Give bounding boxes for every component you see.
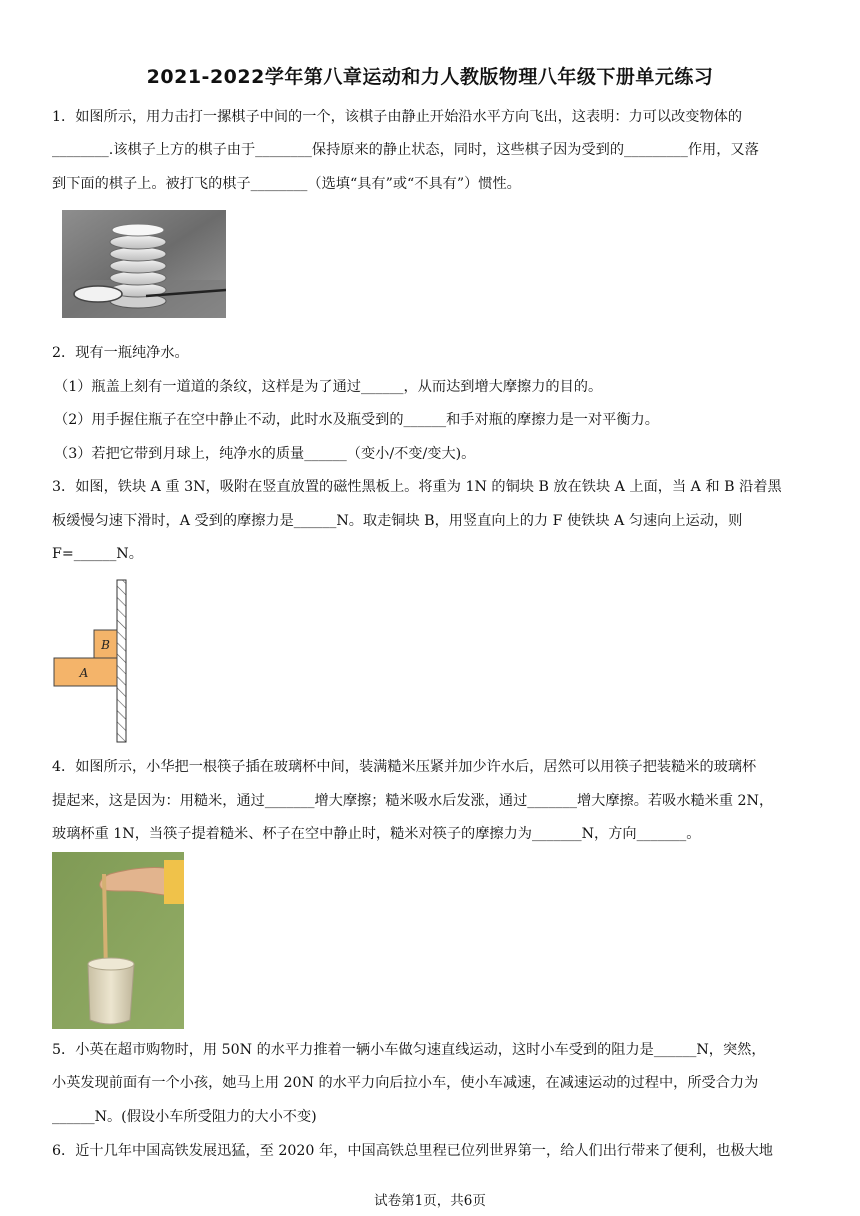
q3-line-2: 板缓慢匀速下滑时，A 受到的摩擦力是______N。取走铜块 B，用竖直向上的力 F 使铁块 A 匀速向上运动，则 bbox=[52, 513, 743, 529]
q5-line-1: 5．小英在超市购物时，用 50N 的水平力推着一辆小车做匀速直线运动，这时小车受到的阻力是______N，突然， bbox=[52, 1042, 766, 1058]
q4-line-3: 玻璃杯重 1N，当筷子提着糙米、杯子在空中静止时，糙米对筷子的摩擦力为_______N，方向_______。 bbox=[52, 826, 701, 842]
q1-line-1: 1．如图所示，用力击打一摞棋子中间的一个，该棋子由静止开始沿水平方向飞出，这表明：力可以改变物体的 bbox=[52, 109, 743, 125]
q1-line-3: 到下面的棋子上。被打飞的棋子________（选填“具有”或“不具有”）惯性。 bbox=[52, 176, 521, 192]
q2-part-2: （2）用手握住瓶子在空中静止不动，此时水及瓶受到的______和手对瓶的摩擦力是一对平衡力。 bbox=[54, 412, 659, 428]
q2-line-1: 2．现有一瓶纯净水。 bbox=[52, 345, 189, 361]
block-b-label: B bbox=[101, 638, 110, 652]
q2-part-1: （1）瓶盖上刻有一道道的条纹，这样是为了通过______，从而达到增大摩擦力的目的。 bbox=[54, 379, 603, 395]
q3-line-3: F=______N。 bbox=[52, 546, 143, 562]
q4-line-1: 4．如图所示，小华把一根筷子插在玻璃杯中间，装满糙米压紧并加少许水后，居然可以用筷子把装糙米的玻璃杯 bbox=[52, 759, 757, 775]
page-title: 2021-2022学年第八章运动和力人教版物理八年级下册单元练习 bbox=[146, 66, 714, 88]
block-a-label: A bbox=[79, 666, 89, 680]
q4-line-2: 提起来，这是因为：用糙米，通过_______增大摩擦；糙米吸水后发涨，通过_______增大摩擦。若吸水糙米重 2N， bbox=[52, 793, 774, 809]
page-footer: 试卷第1页，共6页 bbox=[374, 1193, 486, 1209]
magnetic-board bbox=[117, 580, 126, 742]
chess-stack-figure bbox=[62, 210, 226, 318]
block-b bbox=[94, 630, 117, 658]
q3-line-1: 3．如图，铁块 A 重 3N，吸附在竖直放置的磁性黑板上。将重为 1N 的铜块 B 放在铁块 A 上面，当 A 和 B 沿着黑 bbox=[52, 479, 782, 495]
flying-chess-piece bbox=[74, 286, 122, 302]
chopstick-rice-figure bbox=[52, 852, 184, 1029]
q2-part-3: （3）若把它带到月球上，纯净水的质量______（变小/不变/变大)。 bbox=[54, 446, 476, 462]
q1-line-2: ________.该棋子上方的棋子由于________保持原来的静止状态，同时，这些棋子因为受到的_________作用，又落 bbox=[52, 142, 759, 158]
rice-filled-cup bbox=[88, 958, 134, 1024]
block-a bbox=[54, 658, 117, 686]
sleeve bbox=[164, 860, 184, 904]
q6-line-1: 6．近十几年中国高铁发展迅猛，至 2020 年，中国高铁总里程已位列世界第一，给人们出行带来了便利，也极大地 bbox=[52, 1143, 773, 1159]
blocks-board-figure bbox=[52, 578, 132, 744]
q5-line-3: ______N。(假设小车所受阻力的大小不变) bbox=[52, 1109, 317, 1125]
q5-line-2: 小英发现前面有一个小孩，她马上用 20N 的水平力向后拉小车，使小车减速，在减速运动的过程中，所受合力为 bbox=[52, 1075, 759, 1091]
